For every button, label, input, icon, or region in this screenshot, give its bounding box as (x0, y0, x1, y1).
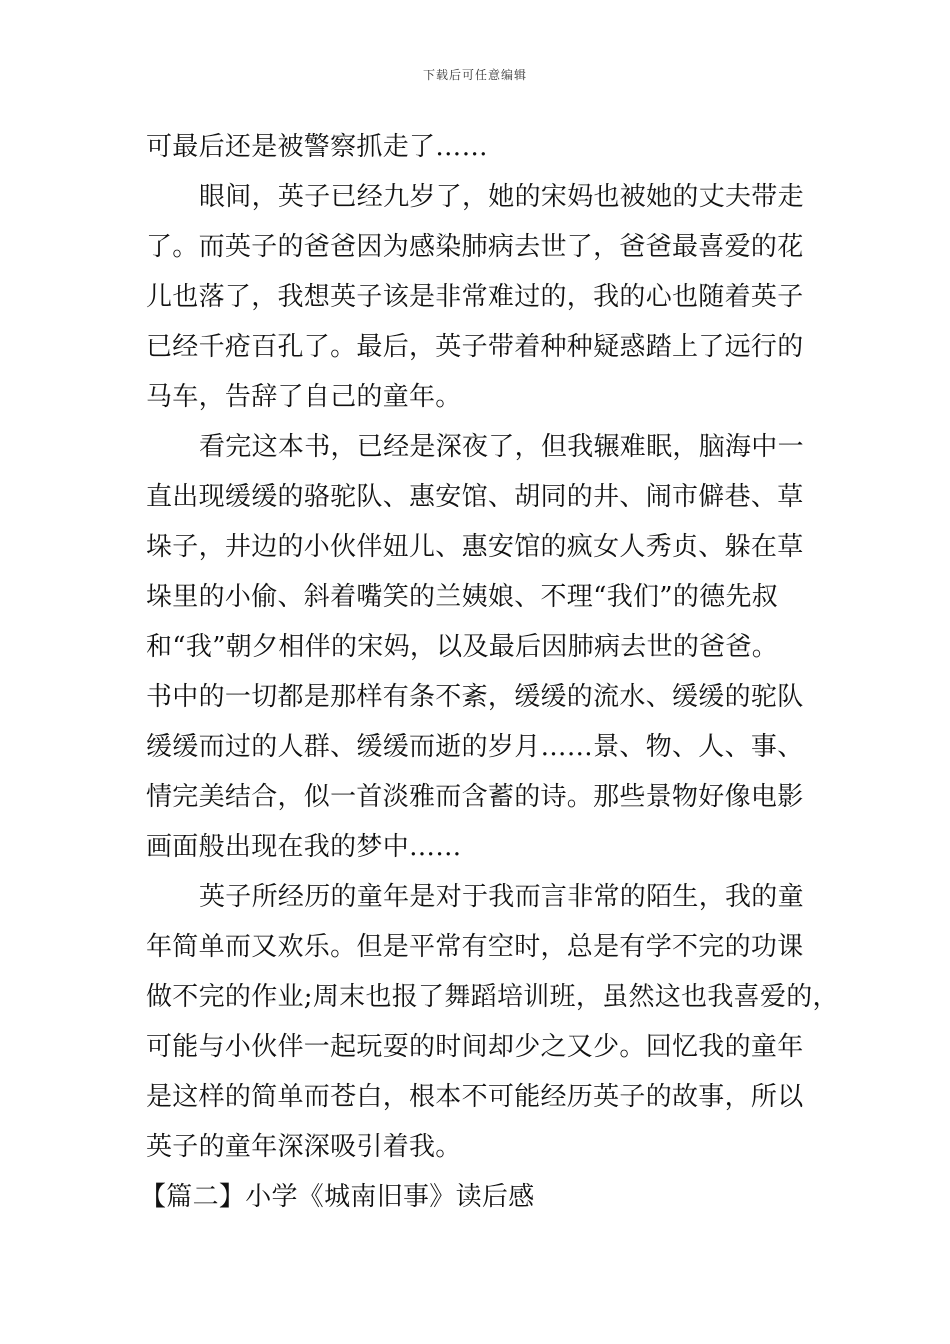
document-body (140, 122, 839, 1222)
text-line-9: 垛子，井边的小伙伴妞儿、惠安馆的疯女人秀贞、躲在草 (146, 532, 804, 562)
text-line-21: 英子的童年深深吸引着我。 (146, 1132, 462, 1162)
text-line-16: 英子所经历的童年是对于我而言非常的陌生，我的童 (199, 882, 804, 912)
text-line-4: 儿也落了，我想英子该是非常难过的，我的心也随着英子 (146, 282, 804, 312)
text-line-14: 情完美结合，似一首淡雅而含蓄的诗。那些景物好像电影 (146, 782, 804, 812)
section-heading: 【篇二】小学《城南旧事》读后感 (140, 1182, 535, 1212)
text-line-3: 了。而英子的爸爸因为感染肺病去世了，爸爸最喜爱的花 (146, 232, 804, 262)
text-line-7: 看完这本书，已经是深夜了，但我辗难眠，脑海中一 (199, 432, 804, 462)
text-line-2: 眼间，英子已经九岁了，她的宋妈也被她的丈夫带走 (199, 182, 804, 212)
text-line-5: 已经千疮百孔了。最后，英子带着种种疑惑踏上了远行的 (146, 332, 804, 362)
text-line-18: 做不完的作业;周末也报了舞蹈培训班，虽然这也我喜爱的， (146, 982, 839, 1012)
text-line-13: 缓缓而过的人群、缓缓而逝的岁月……景、物、人、事、 (146, 732, 804, 762)
text-line-15: 画面般出现在我的梦中…… (146, 832, 462, 862)
text-line-20: 是这样的简单而苍白，根本不可能经历英子的故事，所以 (146, 1082, 804, 1112)
text-line-6: 马车，告辞了自己的童年。 (146, 382, 462, 412)
text-line-12: 书中的一切都是那样有条不紊，缓缓的流水、缓缓的驼队 (146, 682, 804, 712)
page-header-note: 下载后可任意编辑 (422, 68, 527, 82)
text-line-8: 直出现缓缓的骆驼队、惠安馆、胡同的井、闹市僻巷、草 (146, 482, 804, 512)
text-line-11: 和“我”朝夕相伴的宋妈，以及最后因肺病去世的爸爸。 (146, 632, 779, 662)
text-line-17: 年简单而又欢乐。但是平常有空时，总是有学不完的功课 (146, 932, 804, 962)
text-line-19: 可能与小伙伴一起玩耍的时间却少之又少。回忆我的童年 (146, 1032, 804, 1062)
text-line-1: 可最后还是被警察抓走了…… (146, 132, 488, 162)
text-line-10: 垛里的小偷、斜着嘴笑的兰姨娘、不理“我们”的德先叔 (146, 582, 779, 612)
